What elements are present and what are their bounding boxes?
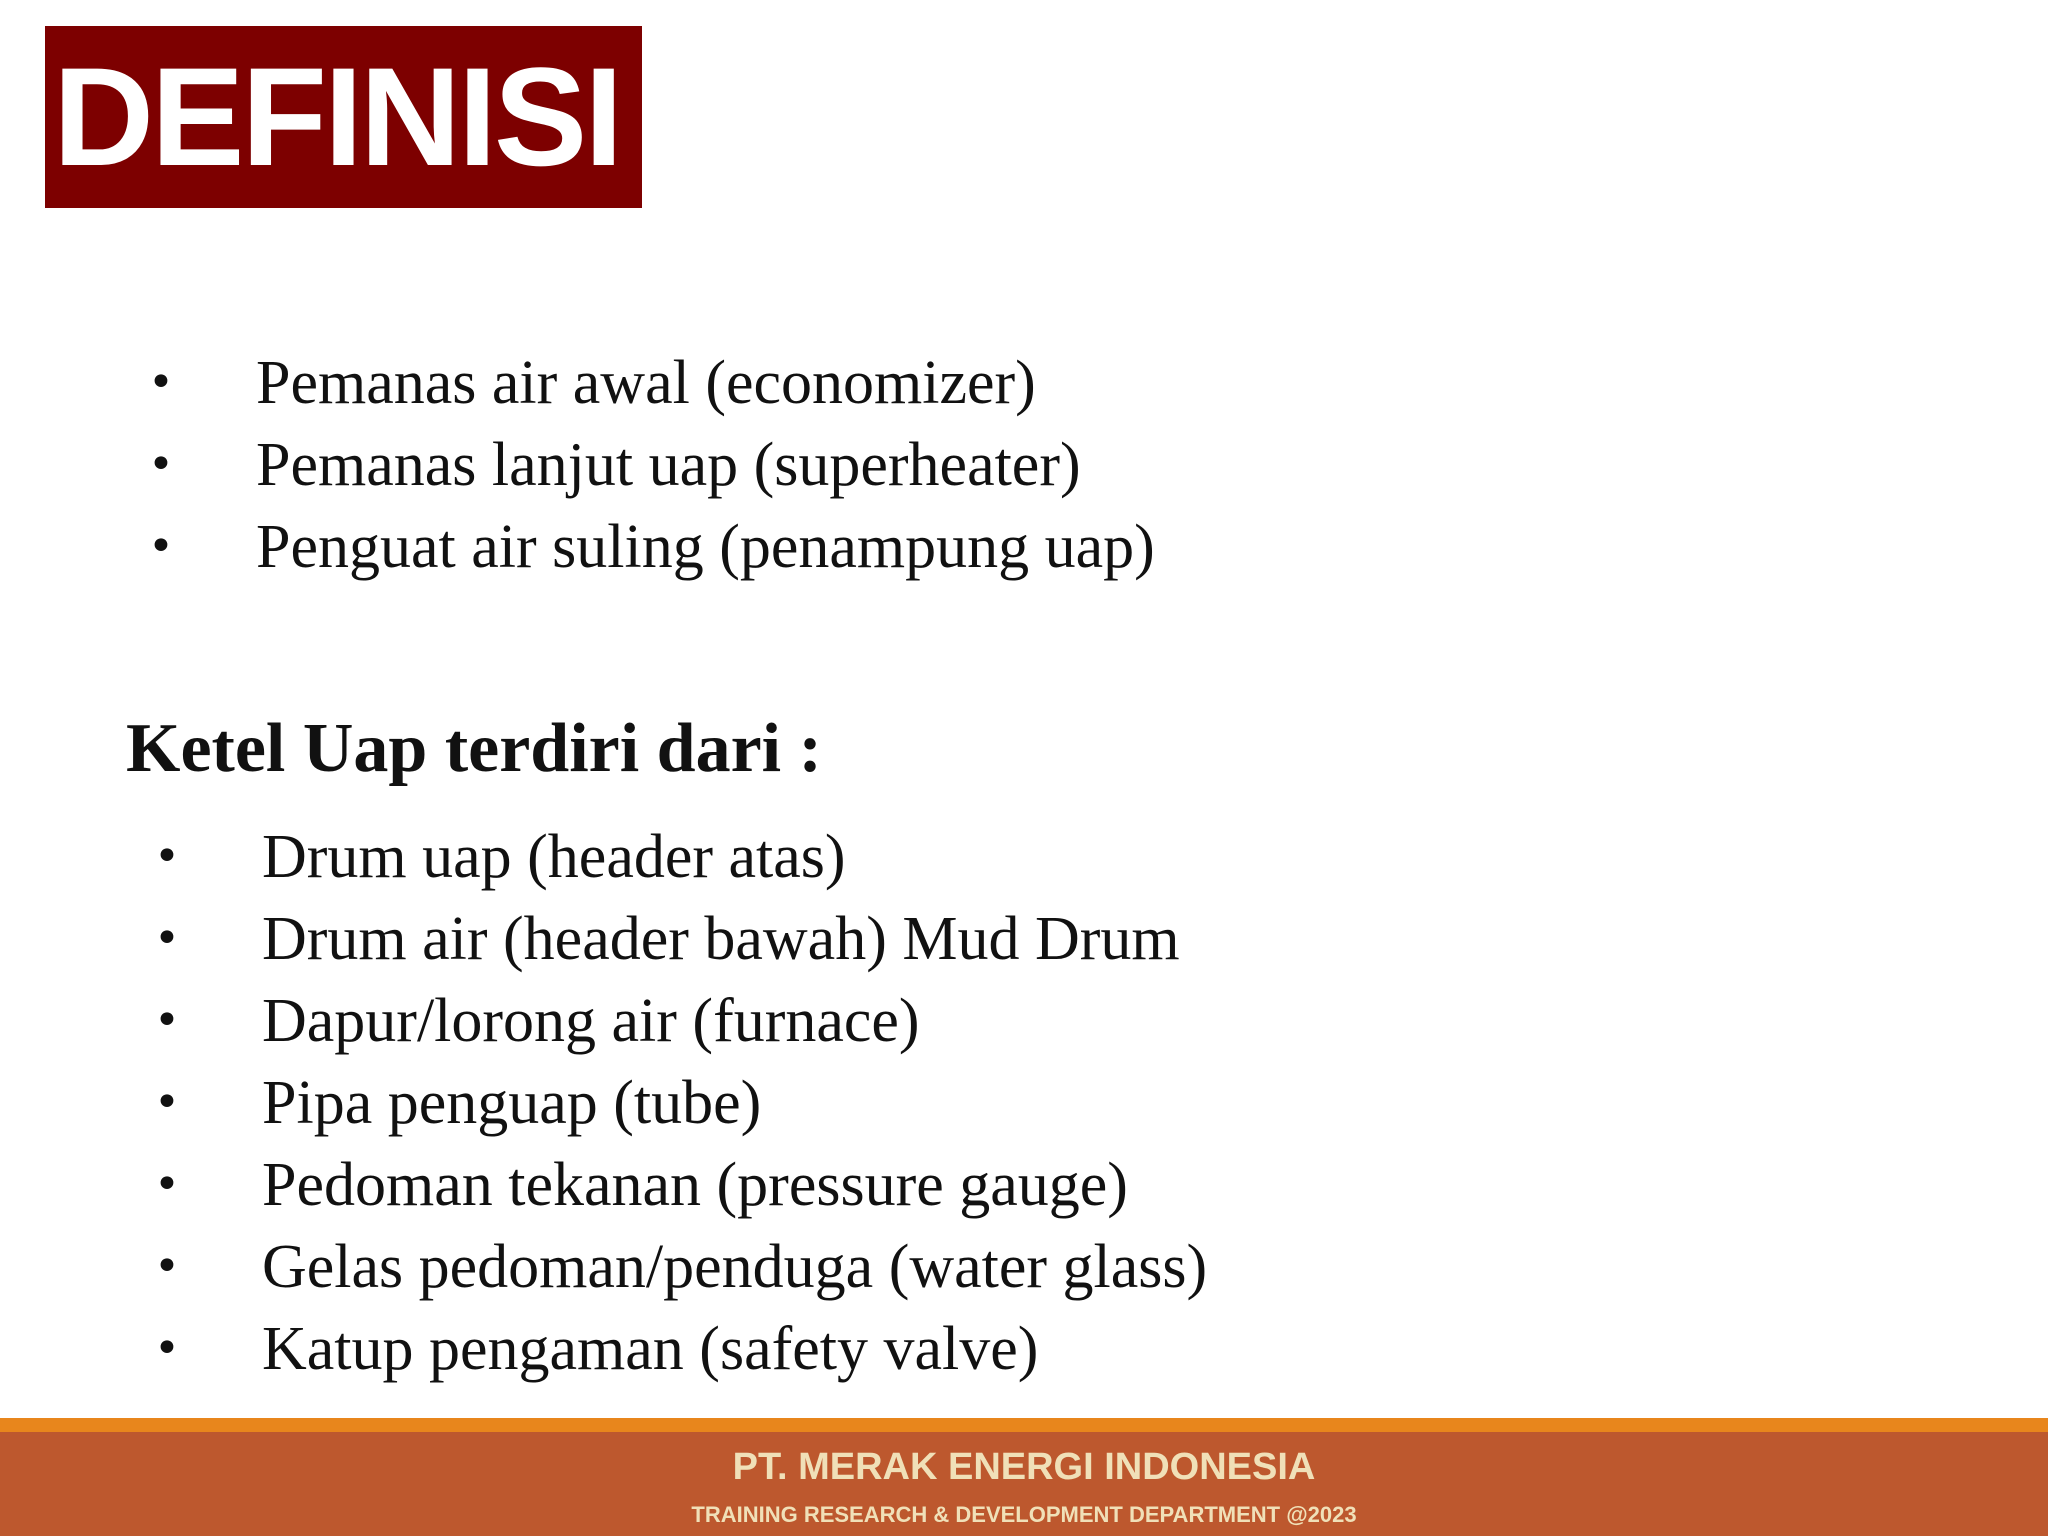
- bullet-icon: •: [154, 1159, 180, 1210]
- list-item-text: Penguat air suling (penampung uap): [256, 513, 1155, 581]
- bullet-icon: •: [148, 439, 174, 490]
- bullet-icon: •: [148, 521, 174, 572]
- list-item-text: Katup pengaman (safety valve): [262, 1315, 1039, 1383]
- bullet-icon: •: [148, 357, 174, 408]
- slide-title: DEFINISI: [53, 38, 621, 195]
- footer-accent-stripe: [0, 1418, 2048, 1432]
- list-item-text: Pemanas lanjut uap (superheater): [256, 431, 1081, 499]
- bullet-icon: •: [154, 831, 180, 882]
- list-item-text: Drum uap (header atas): [262, 823, 846, 891]
- footer-bar: [0, 1432, 2048, 1536]
- list-item-text: Pemanas air awal (economizer): [256, 349, 1036, 417]
- section-heading: Ketel Uap terdiri dari :: [126, 710, 822, 787]
- bullet-icon: •: [154, 1323, 180, 1374]
- list-item-text: Pedoman tekanan (pressure gauge): [262, 1151, 1128, 1219]
- list-item-text: Drum air (header bawah) Mud Drum: [262, 905, 1180, 973]
- bullet-icon: •: [154, 1077, 180, 1128]
- title-banner: [45, 26, 642, 208]
- bullet-icon: •: [154, 1241, 180, 1292]
- bullet-icon: •: [154, 995, 180, 1046]
- list-item-text: Dapur/lorong air (furnace): [262, 987, 920, 1055]
- footer-company-name: PT. MERAK ENERGI INDONESIA: [732, 1446, 1316, 1488]
- bullet-icon: •: [154, 913, 180, 964]
- list-item-text: Gelas pedoman/penduga (water glass): [262, 1233, 1208, 1301]
- list-item-text: Pipa penguap (tube): [262, 1069, 762, 1137]
- footer-department: TRAINING RESEARCH & DEVELOPMENT DEPARTMENT @2023: [691, 1502, 1357, 1527]
